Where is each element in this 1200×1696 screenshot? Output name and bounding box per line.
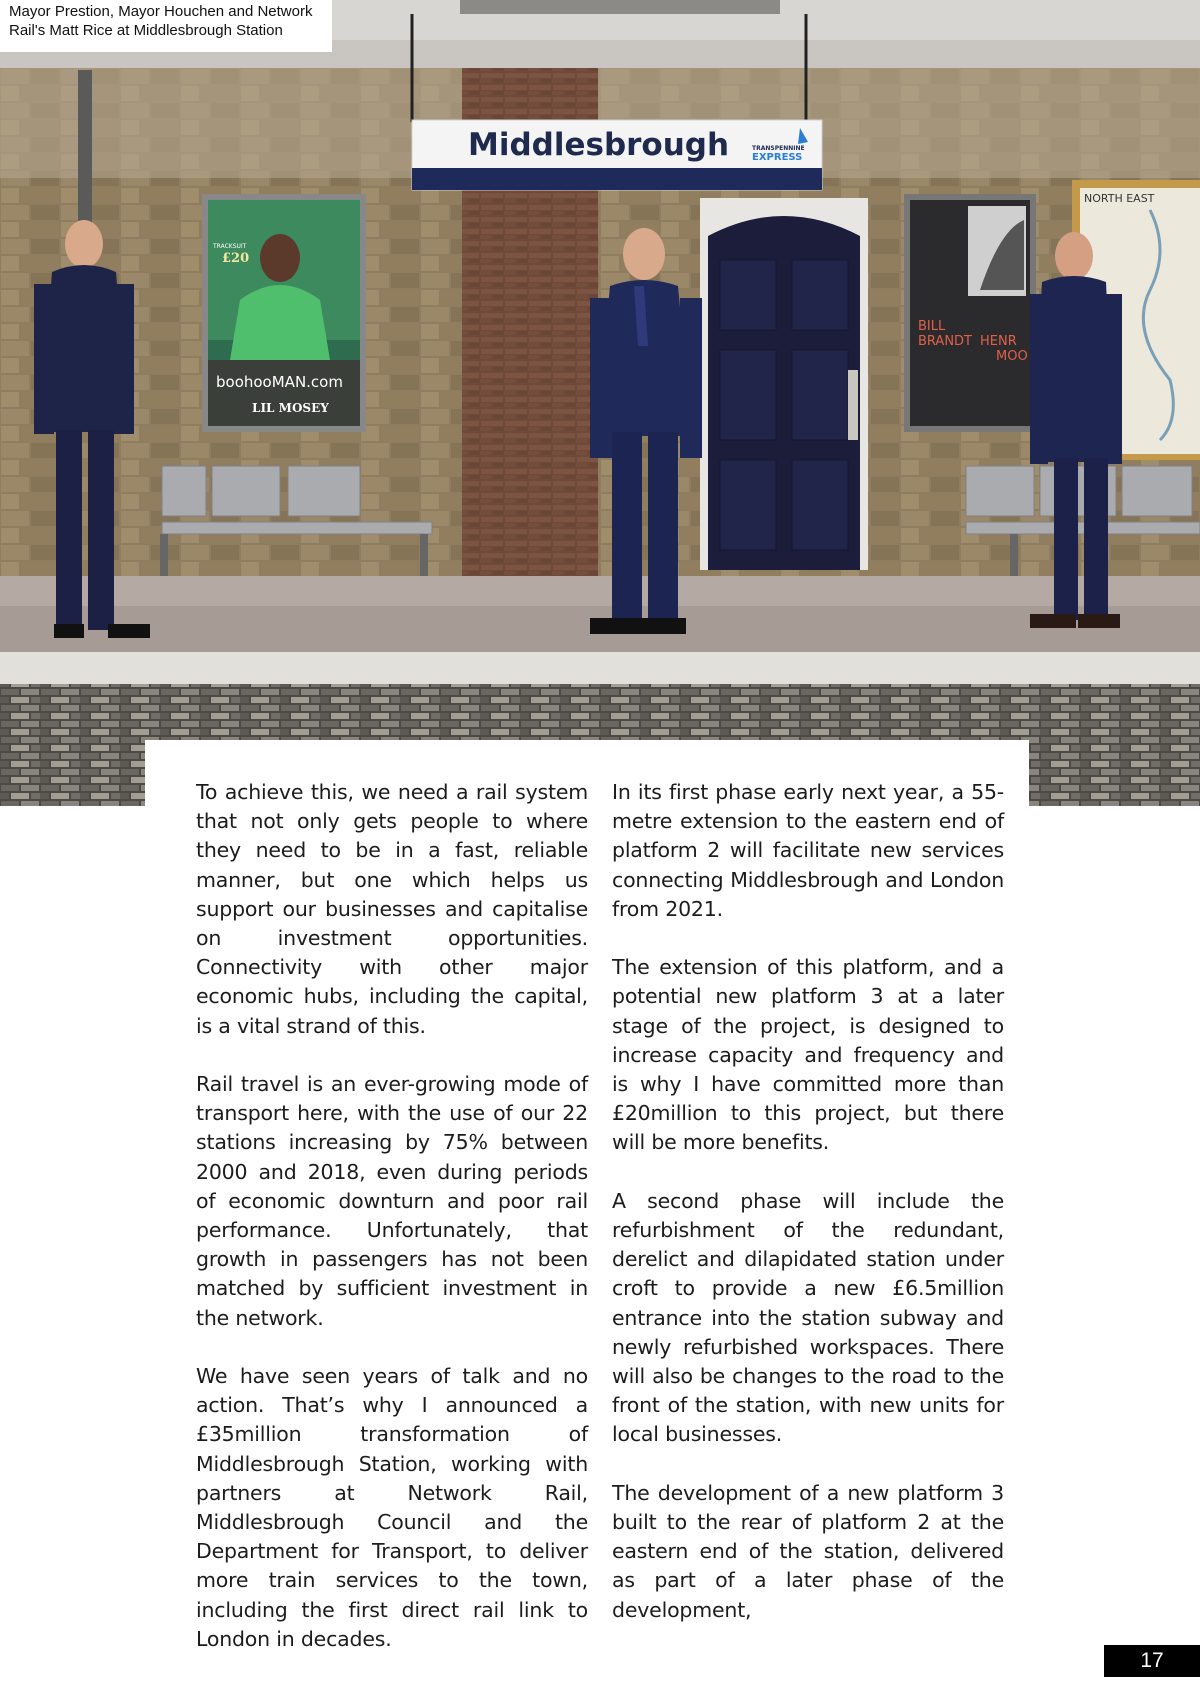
poster-price: £20 bbox=[222, 251, 250, 266]
station-sign-text: Middlesbrough bbox=[468, 127, 730, 163]
paragraph: To achieve this, we need a rail system that not only gets people to where they need to be in a fast, reliable manner, but one which helps us support our businesses and capitalise on investment opportunities. Connectivity with other major economic hubs, including the capital, is a vital strand of this. bbox=[196, 780, 588, 1038]
paragraph: We have seen years of talk and no action. That’s why I announced a £35million transformation of Middlesbrough Station, working with partners at Network Rail, Middlesbrough Council and the Department for Transport, to deliver more train services to the town, including the first direct rail link to London in decades. bbox=[196, 1364, 588, 1651]
poster-right-line2: BRANDT bbox=[918, 334, 972, 349]
station-photo bbox=[0, 0, 1200, 806]
poster-right-line3: HENR bbox=[980, 334, 1017, 349]
page-number: 17 bbox=[1104, 1645, 1200, 1677]
paragraph: Rail travel is an ever-growing mode of transport here, with the use of our 22 stations increasing by 75% between 2000 and 2018, even during periods of economic downturn and poor rail performance. Unfortunately, that growth in passengers has not been matched by sufficient investment in the network. bbox=[196, 1072, 588, 1330]
poster-name: LIL MOSEY bbox=[252, 401, 329, 415]
article-column-right bbox=[612, 778, 1004, 1654]
poster-price-label: TRACKSUIT bbox=[213, 243, 247, 250]
caption-line-2: Rail's Matt Rice at Middlesbrough Station bbox=[9, 22, 283, 39]
caption-line-1: Mayor Prestion, Mayor Houchen and Network bbox=[9, 3, 313, 20]
operator-line1: TRANSPENNINE bbox=[752, 145, 805, 152]
paragraph: In its first phase early next year, a 55-metre extension to the eastern end of platform 2 will facilitate new services connecting Middlesbrough and London from 2021. bbox=[612, 780, 1004, 921]
operator-line2: EXPRESS bbox=[752, 152, 803, 163]
map-label: NORTH EAST bbox=[1084, 192, 1155, 205]
poster-right-line4: MOO bbox=[996, 349, 1028, 364]
paragraph: A second phase will include the refurbishment of the redundant, derelict and dilapidated station under croft to provide a new £6.5million entrance into the station subway and newly refurbished workspaces. There will also be changes to the road to the front of the station, with new units for local businesses. bbox=[612, 1188, 1004, 1447]
article-column-left bbox=[196, 778, 588, 1683]
poster-right-line1: BILL bbox=[918, 319, 946, 334]
paragraph: The extension of this platform, and a potential new platform 3 at a later stage of the project, is designed to increase capacity and frequency and is why I have committed more than £20million to this project, but there will be more benefits. bbox=[612, 955, 1004, 1155]
poster-brand: boohooMAN.com bbox=[216, 373, 343, 391]
paragraph: The development of a new platform 3 built to the rear of platform 2 at the eastern end of the station, delivered as part of a later phase of the development, bbox=[612, 1480, 1004, 1622]
photo-caption bbox=[0, 0, 332, 52]
